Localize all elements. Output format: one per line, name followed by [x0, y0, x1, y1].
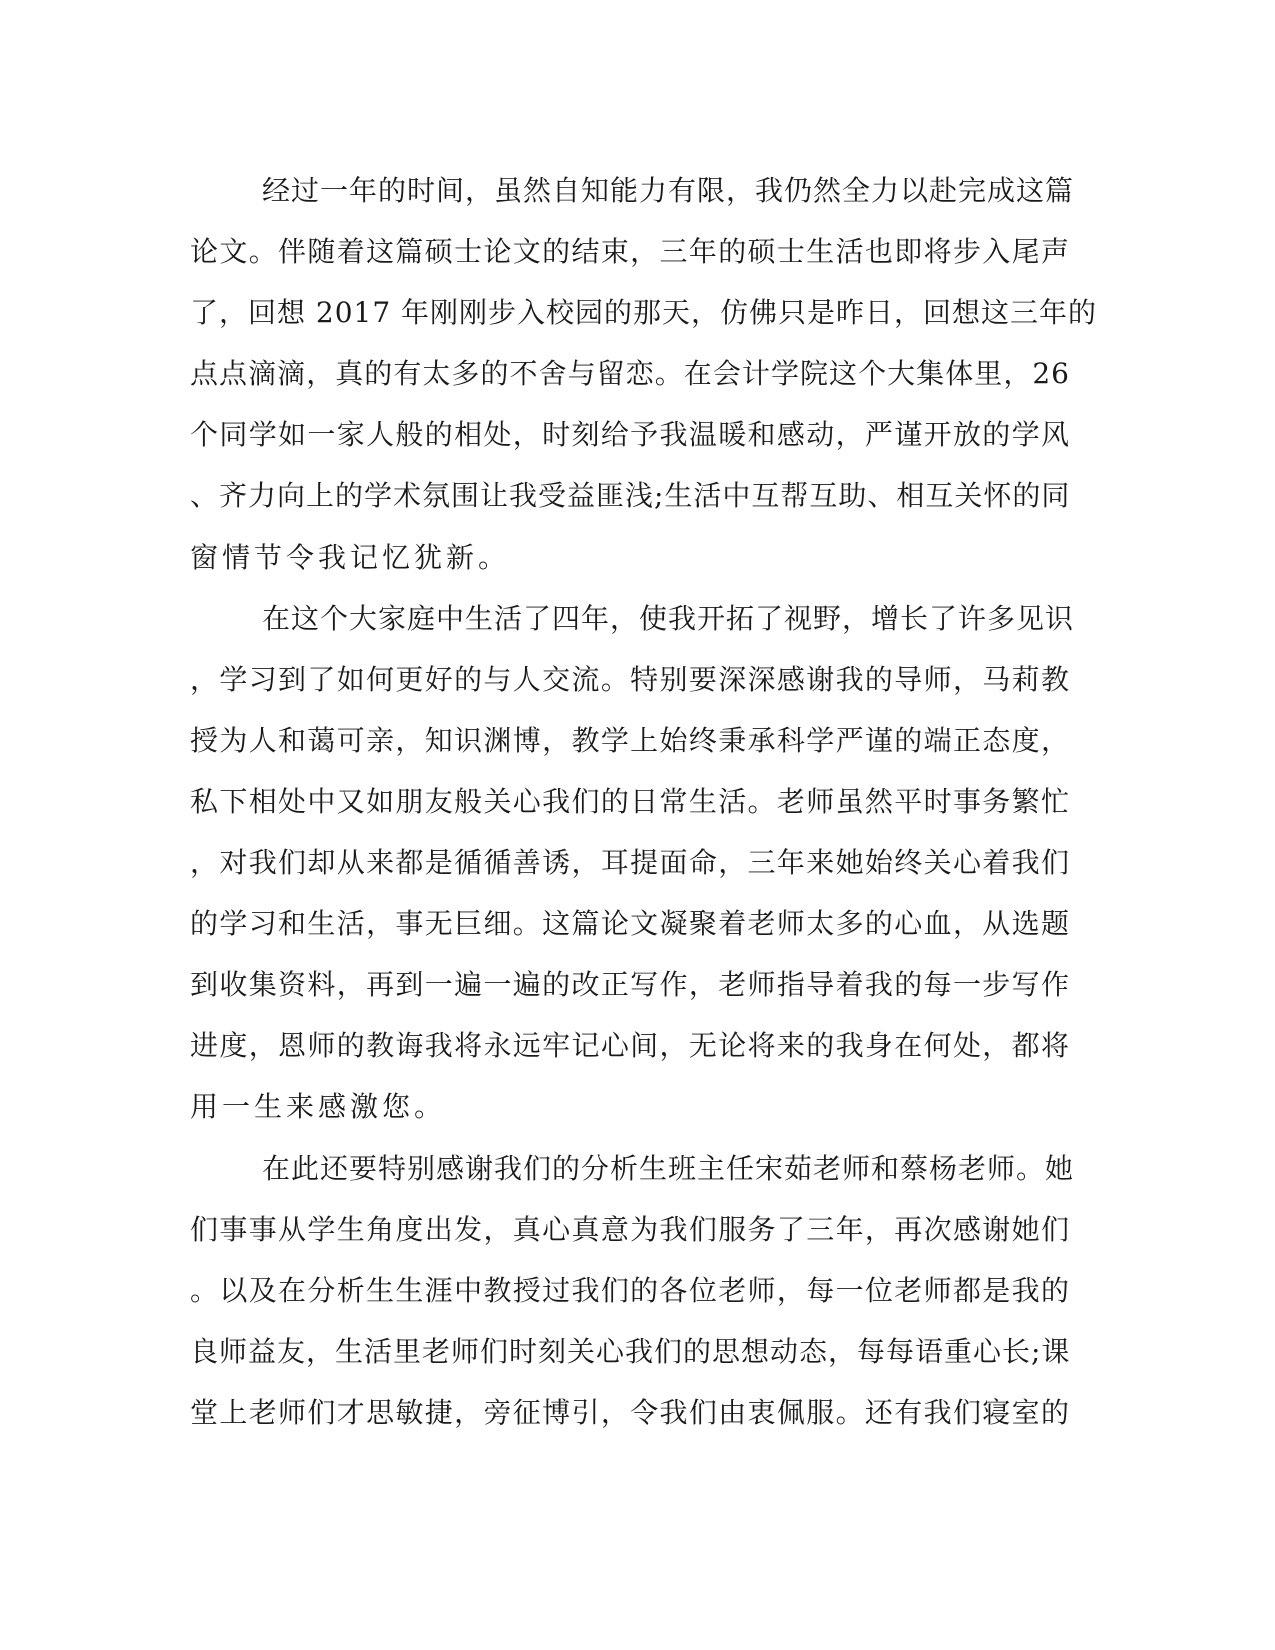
text-line: 用一生来感激您。 [190, 1090, 447, 1124]
text-line: ，学习到了如何更好的与人交流。特别要深深感谢我的导师，马莉教 [190, 662, 1070, 696]
body-text [190, 160, 1098, 1443]
text-line: 们事事从学生角度出发，真心真意为我们服务了三年，再次感谢她们 [190, 1212, 1070, 1246]
text-line: 私下相处中又如朋友般关心我们的日常生活。老师虽然平时事务繁忙 [190, 784, 1070, 818]
text-line: 到收集资料，再到一遍一遍的改正写作，老师指导着我的每一步写作 [190, 968, 1070, 1002]
text-line: 良师益友，生活里老师们时刻关心我们的思想动态，每每语重心长;课 [190, 1334, 1071, 1368]
text-line: 的学习和生活，事无巨细。这篇论文凝聚着老师太多的心血，从选题 [190, 907, 1070, 941]
text-line: 。以及在分析生生涯中教授过我们的各位老师，每一位老师都是我的 [190, 1273, 1070, 1307]
text-line: 在此还要特别感谢我们的分析生班主任宋茹老师和蔡杨老师。她 [262, 1151, 1075, 1185]
text-line: 了，回想 2017 年刚刚步入校园的那天，仿佛只是昨日，回想这三年的 [190, 296, 1098, 330]
text-line: 进度，恩师的教诲我将永远牢记心间，无论将来的我身在何处，都将 [190, 1029, 1070, 1063]
text-line: 在这个大家庭中生活了四年，使我开拓了视野，增长了许多见识 [262, 601, 1075, 635]
text-line: ，对我们却从来都是循循善诱，耳提面命，三年来她始终关心着我们 [190, 846, 1070, 880]
text-line: 、齐力向上的学术氛围让我受益匪浅;生活中互帮互助、相互关怀的同 [190, 479, 1071, 513]
text-line: 堂上老师们才思敏捷，旁征博引，令我们由衷佩服。还有我们寝室的 [190, 1395, 1070, 1429]
text-line: 经过一年的时间，虽然自知能力有限，我仍然全力以赴完成这篇 [262, 174, 1075, 207]
text-line: 授为人和蔼可亲，知识渊博，教学上始终秉承科学严谨的端正态度， [190, 723, 1070, 757]
text-line: 个同学如一家人般的相处，时刻给予我温暖和感动，严谨开放的学风 [190, 418, 1070, 452]
text-line: 窗情节令我记忆犹新。 [190, 540, 511, 574]
text-line: 点点滴滴，真的有太多的不舍与留恋。在会计学院这个大集体里，26 [190, 357, 1070, 391]
text-line: 论文。伴随着这篇硕士论文的结束，三年的硕士生活也即将步入尾声 [190, 235, 1070, 269]
